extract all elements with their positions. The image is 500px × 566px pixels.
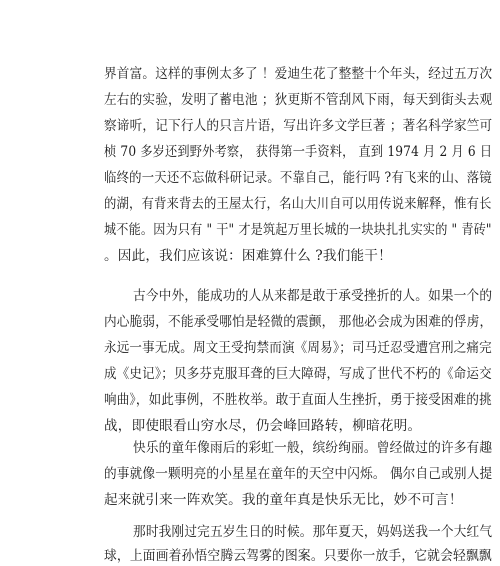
text-line-5: 临终的一天还不忘做科研记录。不靠自己，能行吗 ?有飞来的山、落镜 [104,170,492,186]
text-line-1: 界首富。这样的事例太多了 ！爱迪生花了整整十个年头，经过五万次 [104,66,493,82]
text-line-13: 响曲》，如此事例，不胜枚举。敢于直面人生挫折，勇于接受困难的挑 [104,392,492,408]
text-line-2: 左右的实验，发明了蓄电池 ；狄更斯不管刮风下雨，每天到街头去观 [104,92,493,108]
text-line-19: 球，上面画着孙悟空腾云驾雾的图案。只要你一放手，它就会轻飘飘 [104,548,492,564]
text-line-7: 城不能。因为只有 " 干" 才是筑起万里长城的一块块扎扎实实的 " 青砖" [104,222,492,238]
text-line-10: 内心脆弱，不能承受哪怕是轻微的震颤， 那他必会成为困难的俘虏， [104,314,493,330]
text-line-17: 起来就引来一阵欢笑。我的童年真是快乐无比，妙不可言！ [104,492,463,508]
text-line-14: 战，即使眼看山穷水尽，仍会峰回路转，柳暗花明。 [104,418,422,434]
text-line-18: 那时我刚过完五岁生日的时候。那年夏天，妈妈送我一个大红气 [133,524,493,540]
text-line-15: 快乐的童年像雨后的彩虹一般，缤纷绚丽。曾经做过的许多有趣 [133,440,493,456]
text-line-3: 察谛听，记下行人的只言片语，写出许多文学巨著 ；著名科学家竺可 [104,118,493,134]
text-line-11: 永远一事无成。周文王受拘禁而演《周易》；司马迁忍受遭宫刑之痛完 [104,340,492,356]
text-line-8: 。因此，我们应该说：困难算什么 ?我们能干！ [104,248,392,264]
text-line-12: 成《史记》；贝多芬克服耳聋的巨大障碍，写成了世代不朽的《命运交 [104,366,492,382]
text-line-4: 桢 70 多岁还到野外考察， 获得第一手资料， 直到 1974 月 2 月 6 日 [104,144,493,160]
text-line-16: 的事就像一颗明亮的小星星在童年的天空中闪烁。 偶尔自己或别人提 [104,466,493,482]
text-line-9: 古今中外，能成功的人从来都是敢于承受挫折的人。如果一个的 [133,288,493,304]
text-line-6: 的湖，有背来背去的王屋太行，名山大川自可以用传说来解释，惟有长 [104,196,492,212]
